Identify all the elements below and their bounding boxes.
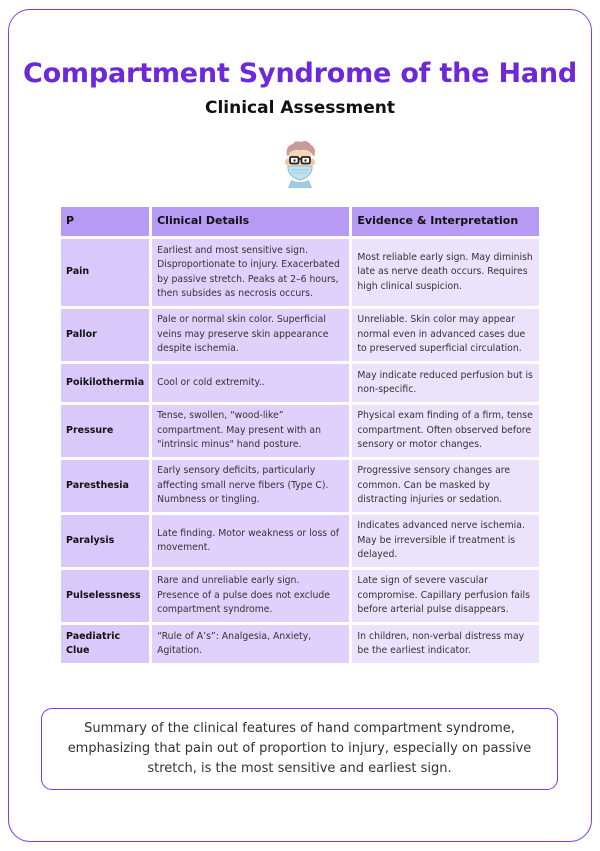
table-row: [61, 570, 539, 622]
table-row: [61, 309, 539, 361]
table-row: [61, 405, 539, 457]
row-evidence: Indicates advanced nerve ischemia. May be irreversible if treatment is delayed.: [352, 515, 539, 567]
summary-text: Summary of the clinical features of hand compartment syndrome, emphasizing that pain out of proportion to injury, especially on passive stretch, is the most sensitive and earliest sign.: [67, 721, 532, 776]
table-header-row: [61, 207, 539, 236]
table-row: [61, 515, 539, 567]
column-header-clinical-details: Clinical Details: [152, 207, 349, 236]
row-clinical-details: Late finding. Motor weakness or loss of movement.: [152, 515, 349, 567]
column-header-evidence: Evidence & Interpretation: [352, 207, 539, 236]
row-clinical-details: Cool or cold extremity..: [152, 364, 349, 402]
doctor-avatar-icon: [281, 140, 319, 188]
page-title: Compartment Syndrome of the Hand: [22, 58, 578, 89]
row-sign-label: Paediatric Clue: [61, 625, 149, 663]
row-evidence: Physical exam finding of a firm, tense compartment. Often observed before sensory or motor changes.: [352, 405, 539, 457]
row-evidence: In children, non-verbal distress may be the earliest indicator.: [352, 625, 539, 663]
row-sign-label: Paralysis: [61, 515, 149, 567]
row-sign-label: Pallor: [61, 309, 149, 361]
table-row: [61, 239, 539, 306]
row-sign-label: Pulselessness: [61, 570, 149, 622]
row-sign-label: Pain: [61, 239, 149, 306]
row-evidence: Most reliable early sign. May diminish late as nerve death occurs. Requires high clinical suspicion.: [352, 239, 539, 306]
row-clinical-details: Tense, swollen, “wood-like” compartment. May present with an "intrinsic minus" hand posture.: [152, 405, 349, 457]
summary-box: [41, 708, 558, 790]
row-clinical-details: Pale or normal skin color. Superficial veins may preserve skin appearance despite ischemia.: [152, 309, 349, 361]
row-evidence: May indicate reduced perfusion but is non-specific.: [352, 364, 539, 402]
assessment-table: [58, 204, 542, 666]
row-clinical-details: “Rule of A’s”: Analgesia, Anxiety, Agitation.: [152, 625, 349, 663]
row-clinical-details: Rare and unreliable early sign. Presence of a pulse does not exclude compartment syndrome.: [152, 570, 349, 622]
row-evidence: Unreliable. Skin color may appear normal even in advanced cases due to preserved superficial circulation.: [352, 309, 539, 361]
table-row: [61, 364, 539, 402]
column-header-p: P: [61, 207, 149, 236]
row-clinical-details: Earliest and most sensitive sign. Disproportionate to injury. Exacerbated by passive stretch. Peaks at 2–6 hours, then subsides as necrosis occurs.: [152, 239, 349, 306]
row-sign-label: Poikilothermia: [61, 364, 149, 402]
row-sign-label: Pressure: [61, 405, 149, 457]
row-evidence: Progressive sensory changes are common. Can be masked by distracting injuries or sedation.: [352, 460, 539, 512]
table-row: [61, 460, 539, 512]
row-sign-label: Paresthesia: [61, 460, 149, 512]
row-clinical-details: Early sensory deficits, particularly affecting small nerve fibers (Type C). Numbness or tingling.: [152, 460, 349, 512]
page-subtitle: Clinical Assessment: [205, 98, 395, 118]
row-evidence: Late sign of severe vascular compromise. Capillary perfusion fails before arterial pulse disappears.: [352, 570, 539, 622]
table-row: [61, 625, 539, 663]
